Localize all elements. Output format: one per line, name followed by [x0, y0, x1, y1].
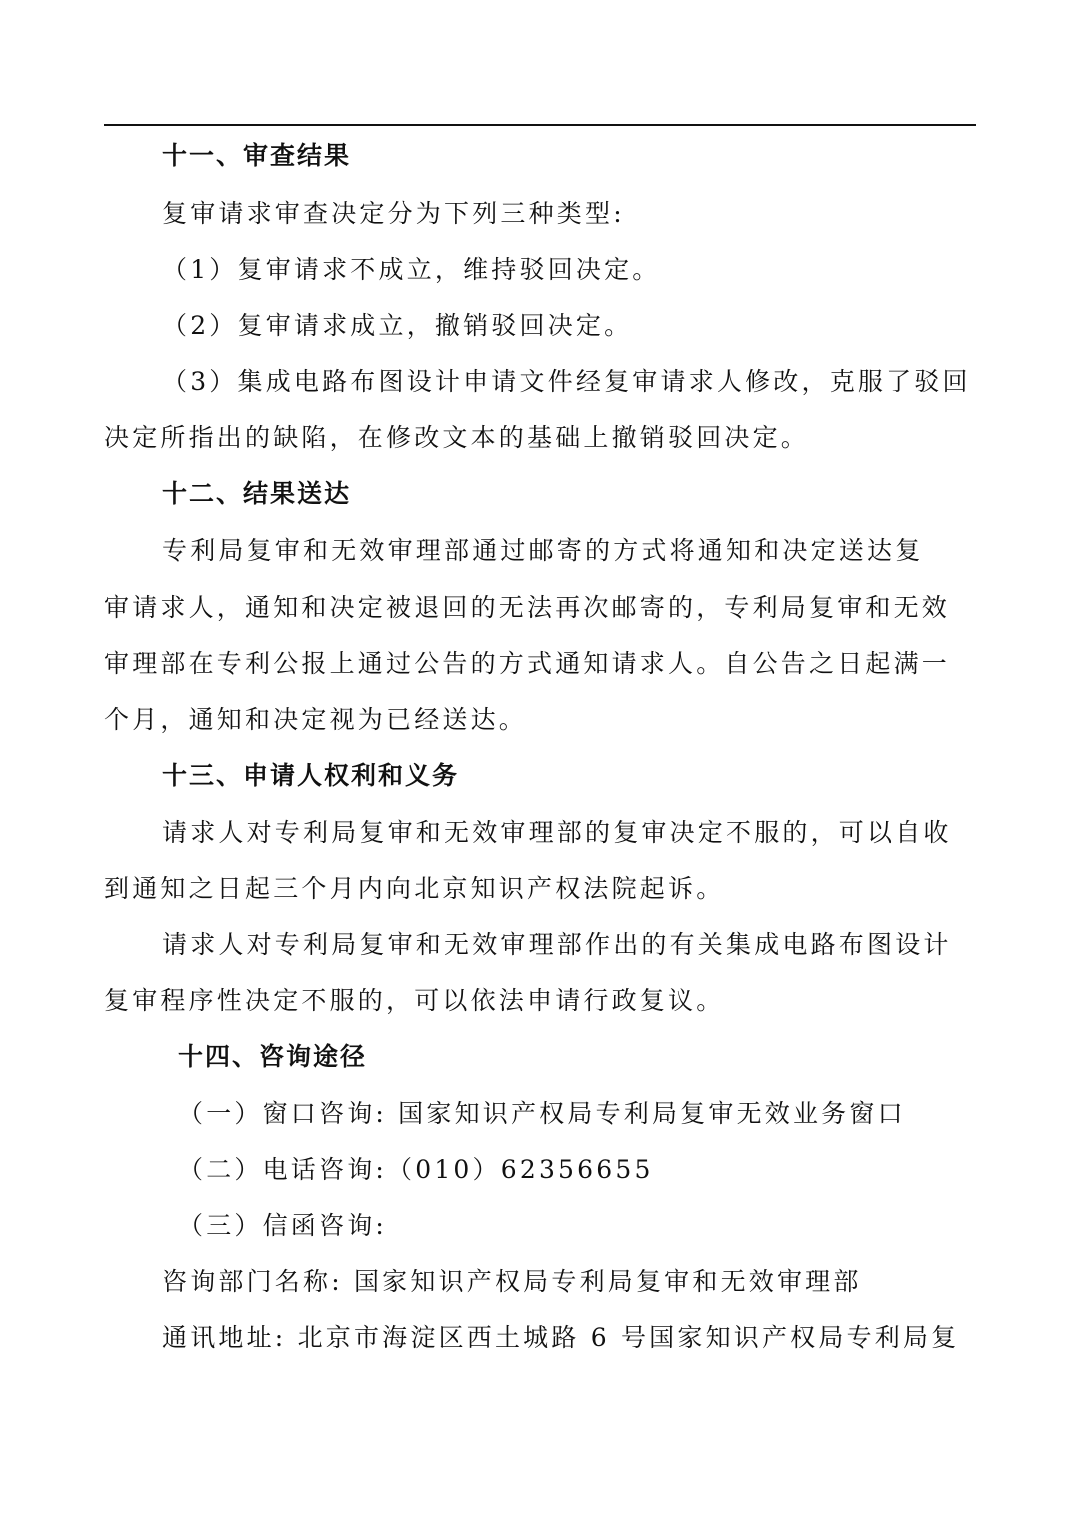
section-11-line: （3）集成电路布图设计申请文件经复审请求人修改，克服了驳回: [162, 367, 971, 396]
consult-letter: （三）信函咨询:: [178, 1211, 388, 1240]
section-12-line: 个月，通知和决定视为已经送达。: [104, 705, 528, 734]
section-13-line: 请求人对专利局复审和无效审理部作出的有关集成电路布图设计: [162, 930, 952, 959]
section-14-heading: 十四、咨询途径: [178, 1042, 368, 1071]
section-12-line: 审请求人，通知和决定被退回的无法再次邮寄的，专利局复审和无效: [104, 593, 951, 622]
consult-phone: （二）电话咨询:（010）62356655: [178, 1155, 654, 1184]
section-13-line: 请求人对专利局复审和无效审理部的复审决定不服的，可以自收: [162, 818, 952, 847]
consult-window: （一）窗口咨询: 国家知识产权局专利局复审无效业务窗口: [178, 1099, 906, 1128]
section-12-line: 专利局复审和无效审理部通过邮寄的方式将通知和决定送达复: [162, 536, 924, 565]
section-11-heading: 十一、审查结果: [162, 141, 352, 170]
section-13-line: 到通知之日起三个月内向北京知识产权法院起诉。: [104, 874, 725, 903]
section-11-line: （1）复审请求不成立，维持驳回决定。: [162, 255, 661, 284]
header-rule: [104, 124, 976, 126]
section-12-heading: 十二、结果送达: [162, 479, 352, 508]
section-11-line: 决定所指出的缺陷，在修改文本的基础上撤销驳回决定。: [104, 423, 810, 452]
section-11-line: （2）复审请求成立，撤销驳回决定。: [162, 311, 633, 340]
section-13-line: 复审程序性决定不服的，可以依法申请行政复议。: [104, 986, 725, 1015]
consult-dept-name: 咨询部门名称: 国家知识产权局专利局复审和无效审理部: [162, 1267, 862, 1296]
consult-address: 通讯地址: 北京市海淀区西土城路 6 号国家知识产权局专利局复: [162, 1323, 960, 1352]
section-12-line: 审理部在专利公报上通过公告的方式通知请求人。自公告之日起满一: [104, 649, 951, 678]
section-11-line: 复审请求审查决定分为下列三种类型:: [162, 199, 625, 228]
section-13-heading: 十三、申请人权利和义务: [162, 761, 460, 790]
